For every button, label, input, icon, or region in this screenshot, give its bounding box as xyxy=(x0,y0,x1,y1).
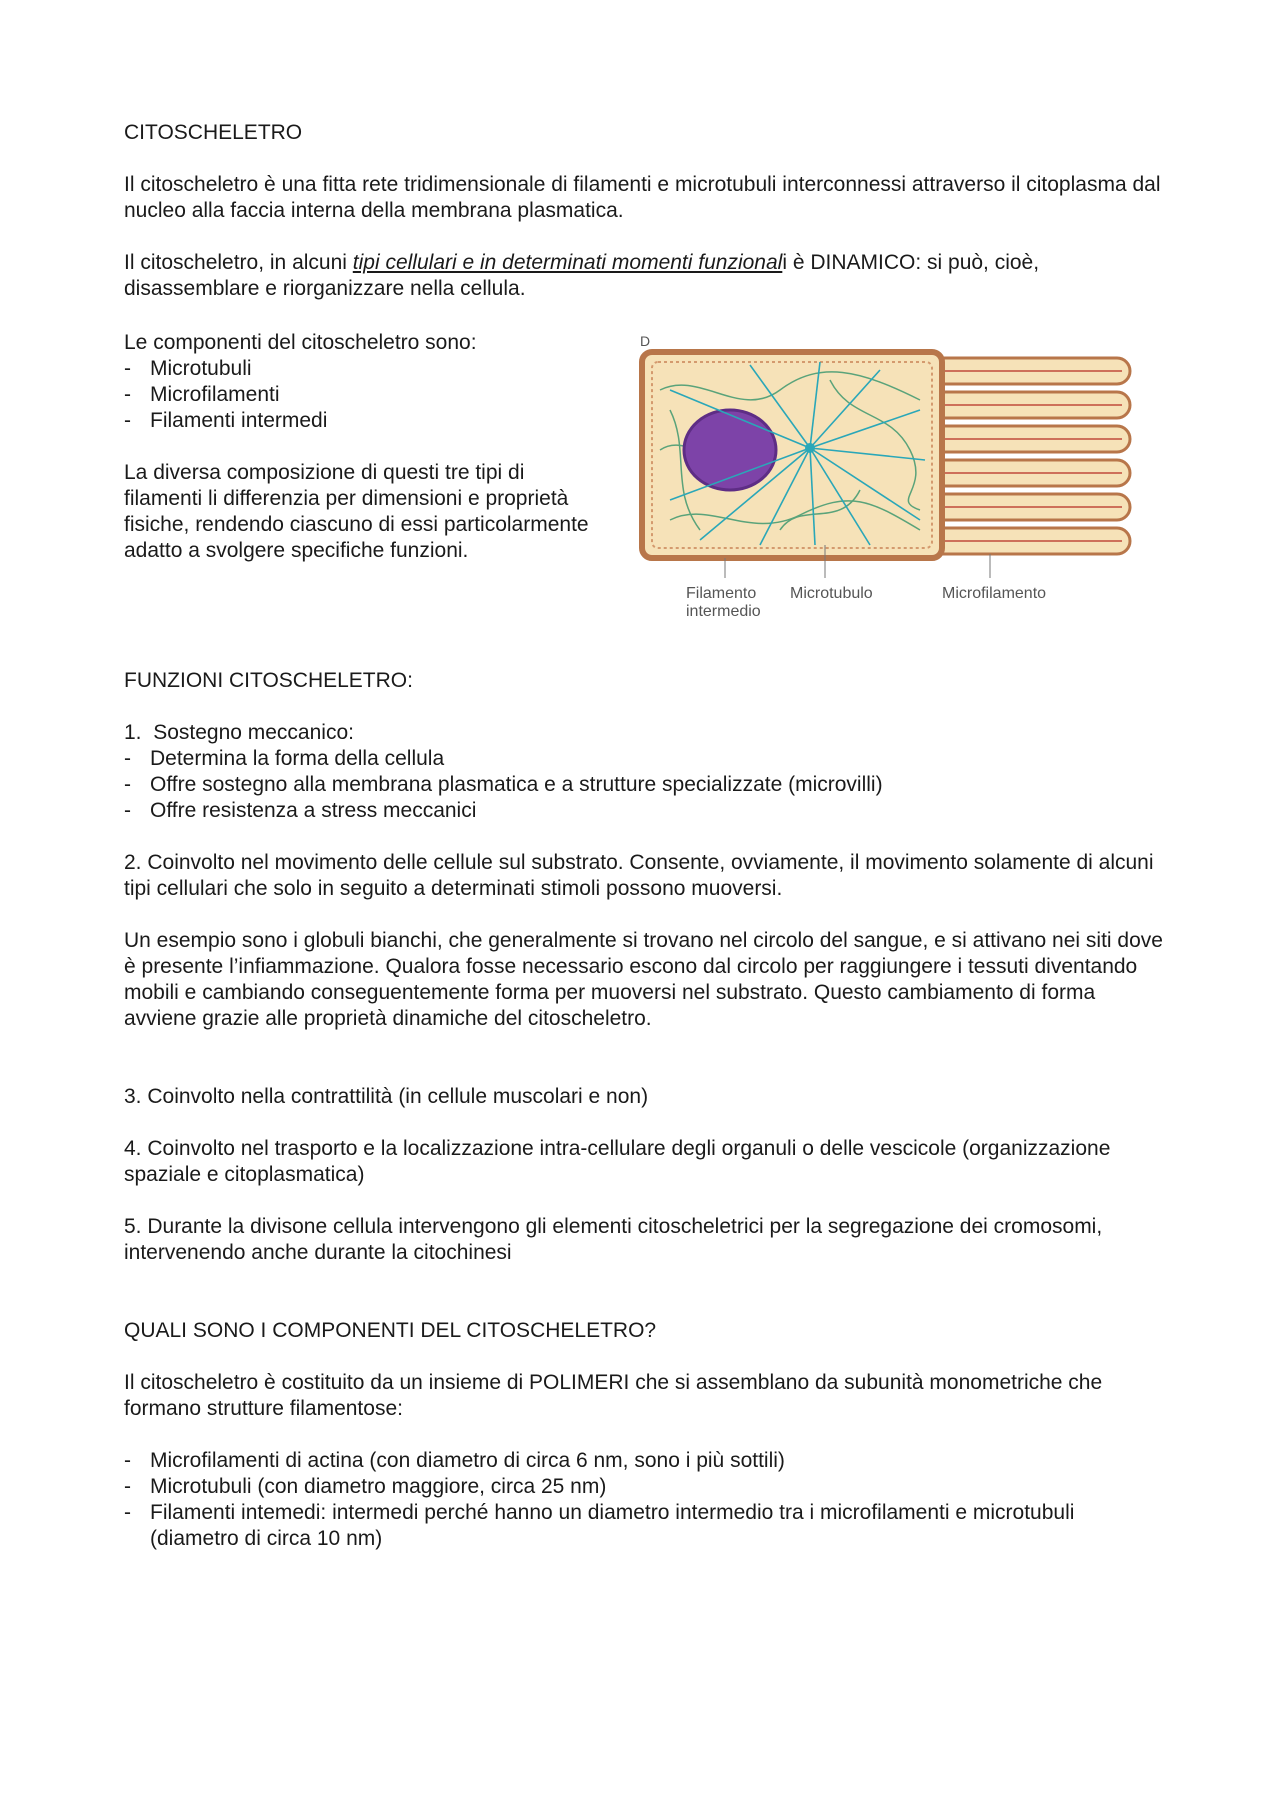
polymers-paragraph: Il citoscheletro è costituito da un insieme di POLIMERI che si assemblano da subunità monometriche che formano strutture filamentose: xyxy=(124,1371,1103,1420)
function-5-paragraph: 5. Durante la divisone cellula intervengono gli elementi citoscheletrici per la segregazione dei cromosomi, intervenendo anche durante la citochinesi xyxy=(124,1215,1103,1264)
dynamic-paragraph xyxy=(124,250,1164,302)
intro-paragraph: Il citoscheletro è una fitta rete tridimensionale di filamenti e microtubuli interconnessi attraverso il citoplasma dal nucleo alla faccia interna della membrana plasmatica. xyxy=(124,173,1161,222)
function-1-list xyxy=(124,746,1164,824)
example-paragraph: Un esempio sono i globuli bianchi, che generalmente si trovano nel circolo del sangue, e si attivano nei siti dove è presente l’infiammazione. Qualora fosse necessario escono dal circolo per raggiungere i tessuti diventando mobili e cambiando conseguentemente forma per muoversi nel substrato. Questo cambiamento di forma avviene grazie alle proprietà dinamiche del citoscheletro. xyxy=(124,929,1163,1030)
centrosome xyxy=(805,443,815,453)
label-intermediate-line1: Filamento xyxy=(686,585,757,602)
function-1-block xyxy=(124,720,1164,824)
dynamic-text-after: i è DINAMICO: si può, cioè, disassemblare e riorganizzare nella cellula. xyxy=(124,251,1040,300)
label-intermediate-line2: intermedio xyxy=(686,603,761,620)
components-question-heading: QUALI SONO I COMPONENTI DEL CITOSCHELETRO? xyxy=(124,1319,657,1342)
label-microfilament: Microfilamento xyxy=(942,585,1047,602)
microvilli xyxy=(930,358,1130,554)
dynamic-text-before: Il citoscheletro, in alcuni xyxy=(124,251,353,274)
components-block xyxy=(124,330,604,434)
label-microtubule: Microtubulo xyxy=(790,585,873,602)
list-item: - Microtubuli xyxy=(124,356,604,382)
function-1-number: 1. xyxy=(124,721,142,744)
list-item: - Filamenti intermedi xyxy=(124,408,604,434)
function-3-paragraph: 3. Coinvolto nella contrattilità (in cellule muscolari e non) xyxy=(124,1085,649,1108)
list-item: - Microfilamenti xyxy=(124,382,604,408)
composition-paragraph: La diversa composizione di questi tre tipi di filamenti li differenzia per dimensioni e proprietà fisiche, rendendo ciascuno di essi particolarmente adatto a svolgere specifiche funzioni. xyxy=(124,461,589,562)
function-1-title xyxy=(124,720,1164,746)
components-list xyxy=(124,356,604,434)
components-heading: Le componenti del citoscheletro sono: xyxy=(124,331,477,354)
cytoskeleton-figure xyxy=(630,330,1150,630)
list-item: - Filamenti intemedi: intermedi perché hanno un diametro intermedio tra i microfilamenti e microtubuli (diametro di circa 10 nm) xyxy=(124,1500,1164,1552)
list-item: - Offre resistenza a stress meccanici xyxy=(124,798,1164,824)
polymer-types-list xyxy=(124,1448,1164,1552)
figure-corner-letter: D xyxy=(640,333,651,349)
page-title: CITOSCHELETRO xyxy=(124,121,303,144)
functions-heading: FUNZIONI CITOSCHELETRO: xyxy=(124,669,413,692)
function-1-label: Sostegno meccanico: xyxy=(153,721,354,744)
dynamic-text-underlined: tipi cellulari e in determinati momenti funzional xyxy=(352,251,783,274)
list-item: - Offre sostegno alla membrana plasmatica e a strutture specializzate (microvilli) xyxy=(124,772,1164,798)
list-item: - Microfilamenti di actina (con diametro di circa 6 nm, sono i più sottili) xyxy=(124,1448,1164,1474)
function-2-paragraph: 2. Coinvolto nel movimento delle cellule sul substrato. Consente, ovviamente, il movimento solamente di alcuni tipi cellulari che solo in seguito a determinati stimoli possono muoversi. xyxy=(124,851,1154,900)
function-4-paragraph: 4. Coinvolto nel trasporto e la localizzazione intra-cellulare degli organuli o delle vescicole (organizzazione spaziale e citoplasmatica) xyxy=(124,1137,1111,1186)
list-item: - Microtubuli (con diametro maggiore, circa 25 nm) xyxy=(124,1474,1164,1500)
list-item: - Determina la forma della cellula xyxy=(124,746,1164,772)
